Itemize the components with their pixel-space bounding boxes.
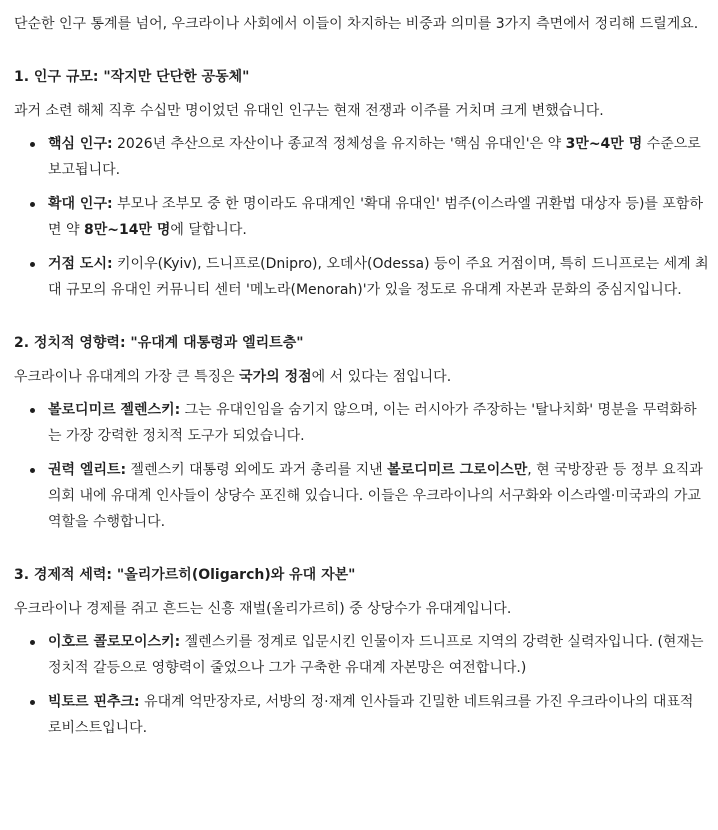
text-run: 유대계 억만장자로, 서방의 정·재계 인사들과 긴밀한 네트워크를 가진 우크라이나의 대표적 로비스트입니다.: [48, 694, 694, 736]
text-run: 젤렌스키를 정계로 입문시킨 인물이자 드니프로 지역의 강력한 실력자입니다. (현재는 정치적 갈등으로 영향력이 줄었으나 그가 구축한 유대계 자본망은 여전합니다.): [48, 634, 704, 676]
bullet-dot-icon: [30, 142, 35, 147]
bullet-dot-icon: [30, 262, 35, 267]
intro-paragraph: 단순한 인구 통계를 넘어, 우크라이나 사회에서 이들이 차지하는 비중과 의미를 3가지 측면에서 정리해 드릴게요.: [14, 16, 699, 32]
bullet-list: [14, 131, 710, 303]
text-run: 키이우(Kyiv), 드니프로(Dnipro), 오데사(Odessa) 등이 주요 거점이며, 특히 드니프로는 세계 최대 규모의 유대인 커뮤니티 센터 '메노라(Menorah)'가 있을 정도로 유대계 자본과 문화의 중심지입니다.: [48, 256, 709, 298]
bold-text: 이호르 콜로모이스키:: [48, 634, 181, 650]
text-run: 젤렌스키 대통령 외에도 과거 총리를 지낸: [126, 462, 388, 478]
text-run: , 현 국방장관 등 정부 요직과 의회 내에 유대계 인사들이 상당수 포진해 있습니다. 이들은 우크라이나의 서구화와 이스라엘·미국과의 가교 역할을 수행합니다.: [48, 462, 703, 530]
bold-text: 거점 도시:: [48, 256, 113, 272]
bold-text: 국가의 정점: [239, 369, 312, 385]
text-run: 에 서 있다는 점입니다.: [311, 369, 452, 385]
list-item: [14, 629, 710, 681]
text-run: 에 달합니다.: [170, 222, 247, 238]
text-run: 우크라이나 유대계의 가장 큰 특징은: [14, 369, 240, 385]
list-item: [14, 191, 710, 243]
section-heading: 2. 정치적 영향력: "유대계 대통령과 엘리트층": [14, 335, 304, 351]
list-item: [14, 131, 710, 183]
bold-text: 3만~4만 명: [565, 136, 643, 152]
bold-text: 볼로디미르 젤렌스키:: [48, 402, 181, 418]
bold-text: 빅토르 핀추크:: [48, 694, 140, 710]
sections-container: [14, 65, 710, 741]
section-heading: 3. 경제적 세력: "올리가르히(Oligarch)와 유대 자본": [14, 567, 356, 583]
bold-text: 8만~14만 명: [83, 222, 171, 238]
section-lead: [14, 597, 710, 621]
bold-text: 볼로디미르 그로이스만: [387, 462, 528, 478]
bullet-dot-icon: [30, 640, 35, 645]
list-item: [14, 251, 710, 303]
bullet-list: [14, 397, 710, 535]
bold-text: 권력 엘리트:: [48, 462, 127, 478]
text-run: 우크라이나 경제를 쥐고 흔드는 신흥 재벌(올리가르히) 중 상당수가 유대계입니다.: [14, 601, 512, 617]
section-lead: [14, 99, 710, 123]
text-run: 과거 소련 해체 직후 수십만 명이었던 유대인 인구는 현재 전쟁과 이주를 거치며 크게 변했습니다.: [14, 103, 604, 119]
text-run: 수준으로 보고됩니다.: [48, 136, 701, 178]
bullet-dot-icon: [30, 700, 35, 705]
list-item: [14, 689, 710, 741]
bullet-dot-icon: [30, 408, 35, 413]
bullet-list: [14, 629, 710, 741]
text-run: 부모나 조부모 중 한 명이라도 유대계인 '확대 유대인' 범주(이스라엘 귀환법 대상자 등)를 포함하면 약: [48, 196, 703, 238]
list-item: [14, 457, 710, 535]
section-heading: 1. 인구 규모: "작지만 단단한 공동체": [14, 69, 250, 85]
bullet-dot-icon: [30, 468, 35, 473]
bold-text: 핵심 인구:: [48, 136, 113, 152]
list-item: [14, 397, 710, 449]
text-run: 그는 유대인임을 숨기지 않으며, 이는 러시아가 주장하는 '탈나치화' 명분을 무력화하는 가장 강력한 정치적 도구가 되었습니다.: [48, 402, 697, 444]
section-lead: [14, 365, 710, 389]
bold-text: 확대 인구:: [48, 196, 113, 212]
text-run: 2026년 추산으로 자산이나 종교적 정체성을 유지하는 '핵심 유대인'은 약: [112, 136, 566, 152]
bullet-dot-icon: [30, 202, 35, 207]
